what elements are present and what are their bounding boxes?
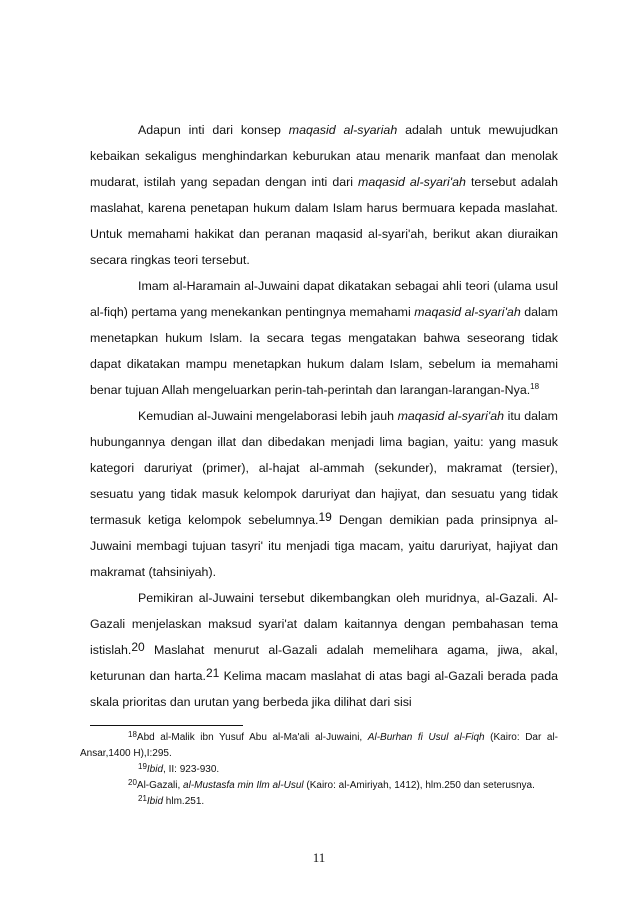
text-run: Maslahat menurut al-Gazali adalah memelihara agama, jiwa, akal, keturunan dan harta. (90, 643, 558, 683)
paragraph-1 (90, 117, 558, 273)
text-run: Dengan demikian pada prinsipnya al-Juwaini membagi tujuan tasyri' itu menjadi tiga macam, yaitu daruriyat, hajiyat dan makramat (tahsiniyah). (90, 513, 558, 579)
italic-term: maqasid al-syari'ah (358, 175, 466, 189)
footnote-ref-21: 21 (206, 666, 220, 680)
footnote-20 (80, 778, 558, 794)
italic-term: maqasid al-syariah (288, 123, 398, 137)
footnote-ref-18: 18 (530, 382, 540, 391)
text-run: tersebut adalah maslahat, karena penetapan hukum dalam Islam harus bermuara kepada maslahat. Untuk memahami hakikat dan peranan maqasid al-syari'ah, berikut akan diuraikan secara ringkas teori tersebut. (90, 175, 558, 267)
footnote-title: al-Mustasfa min Ilm al-Usul (183, 780, 304, 791)
italic-term: maqasid al-syari'ah (397, 409, 505, 423)
footnote-text: , II: 923-930. (163, 764, 220, 775)
text-run: Kemudian al-Juwaini mengelaborasi lebih jauh (138, 409, 398, 423)
footnote-21 (90, 794, 558, 810)
paragraph-3 (90, 403, 558, 585)
footnote-text: (Kairo: al-Amiriyah, 1412), hlm.250 dan seterusnya. (303, 780, 535, 791)
footnote-text: Abd al-Malik ibn Yusuf Abu al-Ma'ali al-Juwaini, (136, 732, 368, 743)
footnotes (80, 730, 558, 810)
footnote-number: 21 (138, 794, 147, 803)
footnote-divider (90, 725, 243, 726)
italic-term: maqasid al-syari'ah (414, 305, 521, 319)
footnote-number: 18 (128, 730, 137, 739)
footnote-text: (Kairo: Dar al-Ansar,1400 H),I:295. (80, 732, 558, 759)
text-run: dalam menetapkan hukum Islam. Ia secara tegas mengatakan bahwa seseorang tidak dapat dikatakan mampu menetapkan hukum dalam Islam, sebelum ia memahami benar tujuan Allah mengeluarkan perin-tah-perintah dan larangan-larangan-Nya. (90, 305, 558, 397)
paragraph-2 (90, 273, 558, 403)
footnote-19 (90, 762, 558, 778)
text-run: itu dalam hubungannya dengan illat dan dibedakan menjadi lima bagian, yaitu: yang masuk kategori daruriyat (primer), al-hajat al-ammah (sekunder), makramat (tersier), sesuatu yang tidak masuk kelompok daruriyat dan hajiyat, dan sesuatu yang tidak termasuk ketiga kelompok sebelumnya. (90, 409, 558, 527)
body-text (90, 117, 558, 715)
paragraph-4 (90, 585, 558, 715)
footnote-ref-20: 20 (131, 640, 145, 654)
footnote-title: Ibid (146, 796, 164, 807)
footnote-18 (80, 730, 558, 762)
footnote-text: hlm.251. (163, 796, 205, 807)
footnote-number: 19 (138, 762, 147, 771)
text-run: Imam al-Haramain al-Juwaini dapat dikatakan sebagai ahli teori (ulama usul al-fiqh) pertama yang menekankan pentingnya memahami (90, 279, 558, 319)
text-run: Pemikiran al-Juwaini tersebut dikembangkan oleh muridnya, al-Gazali. Al-Gazali menjelaskan maksud syari'at dalam kaitannya dengan pembahasan tema istislah. (90, 591, 558, 657)
footnote-title: Ibid (146, 764, 164, 775)
text-run: Adapun inti dari konsep (138, 123, 289, 137)
footnote-ref-19: 19 (318, 510, 332, 524)
text-run: Kelima macam maslahat di atas bagi al-Gazali berada pada skala prioritas dan urutan yang berbeda jika dilihat dari sisi (90, 669, 559, 709)
page-number: 11 (312, 850, 326, 865)
footnote-number: 20 (128, 778, 137, 787)
text-run: adalah untuk mewujudkan kebaikan sekaligus menghindarkan keburukan atau menarik manfaat dan menolak mudarat, istilah yang sepadan dengan inti dari (90, 123, 558, 189)
footnote-text: Al-Gazali, (136, 780, 184, 791)
footnote-title: Al-Burhan fi Usul al-Fiqh (367, 732, 485, 743)
